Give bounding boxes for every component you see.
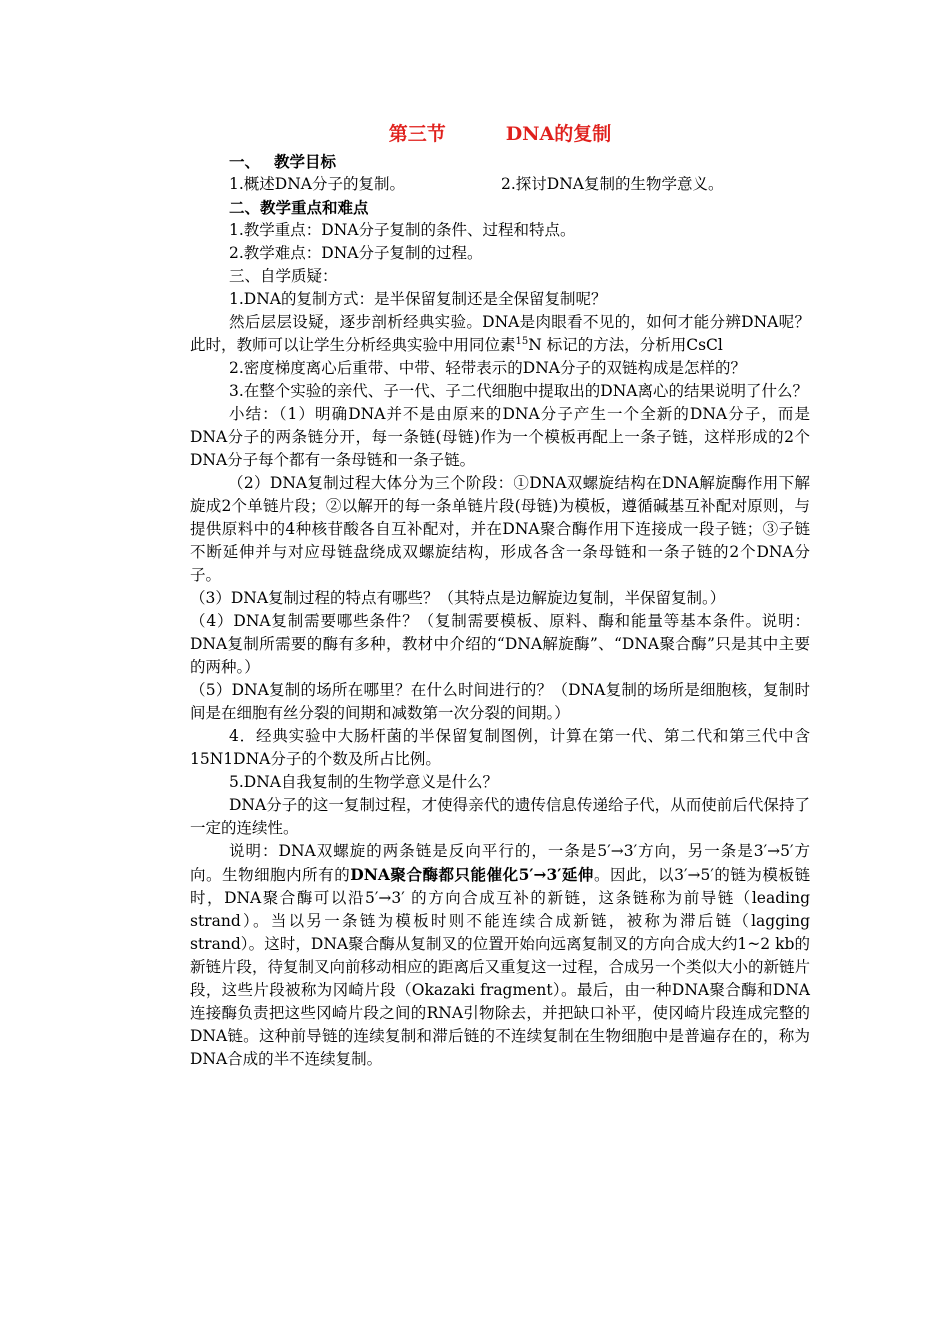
heading-key-points: 二、教学重点和难点 bbox=[229, 198, 369, 217]
summary-5: （5）DNA复制的场所在哪里？在什么时间进行的？（DNA复制的场所是细胞核，复制时间是在细胞有丝分裂的间期和减数第一次分裂的间期。） bbox=[190, 681, 810, 722]
page-title bbox=[190, 118, 810, 150]
question-5-answer: DNA分子的这一复制过程，才使得亲代的遗传信息传递给子代，从而使前后代保持了一定的连续性。 bbox=[190, 796, 810, 837]
goals-row bbox=[190, 173, 810, 196]
question-2: 2.密度梯度离心后重带、中带、轻带表示的DNA分子的双链构成是怎样的？ bbox=[229, 359, 746, 377]
heading-goals-num: 一、 bbox=[229, 152, 261, 171]
difficult-point: 2.教学难点：DNA分子复制的过程。 bbox=[229, 244, 483, 262]
question-4: 4．经典实验中大肠杆菌的半保留复制图例，计算在第一代、第二代和第三代中含15N1DNA分子的个数及所占比例。 bbox=[190, 727, 810, 768]
summary-4: （4）DNA复制需要哪些条件？（复制需要模板、原料、酶和能量等基本条件。说明：DNA复制所需要的酶有多种，教材中介绍的“DNA解旋酶”、“DNA聚合酶”只是其中主要的两种。） bbox=[190, 612, 810, 676]
title-topic: DNA的复制 bbox=[505, 123, 612, 145]
note-bold-text: DNA聚合酶都只能催化5′→3′延伸 bbox=[350, 865, 594, 884]
goal-1: 1.概述DNA分子的复制。 bbox=[229, 175, 405, 193]
title-section: 第三节 bbox=[388, 123, 446, 145]
question-1-explanation bbox=[190, 311, 810, 357]
explanation-text-b: N 标记的方法，分析用CsCl bbox=[528, 336, 723, 354]
key-point: 1.教学重点：DNA分子复制的条件、过程和特点。 bbox=[229, 221, 576, 239]
isotope-superscript: 15 bbox=[515, 335, 529, 347]
note-text-b: 。因此，以3′→5′的链为模板链时，DNA聚合酶可以沿5′→3′ 的方向合成互补的新链，这条链称为前导链（leading strand）。当以另一条链为模板时则不能连续合成新链，被称为滞后链（lagging strand）。这时，DNA聚合酶从复制叉的位置开始向远离复制叉的方向合成大约1~2 kb的新链片段，待复制叉向前移动相应的距离后又重复这一过程，合成另一个类似大小的新链片段，这些片段被称为冈崎片段（Okazaki fragment）。最后，由一种DNA聚合酶和DNA连接酶负责把这些冈崎片段之间的RNA引物除去，并把缺口补平，使冈崎片段连成完整的DNA链。这种前导链的连续复制和滞后链的不连续复制在生物细胞中是普遍存在的，称为DNA合成的半不连续复制。 bbox=[190, 866, 811, 1068]
summary-2: （2）DNA复制过程大体分为三个阶段：①DNA双螺旋结构在DNA解旋酶作用下解旋成2个单链片段；②以解开的每一条单链片段(母链)为模板，遵循碱基互补配对原则，与提供原料中的4种核苷酸各自互补配对，并在DNA聚合酶作用下连接成一段子链；③子链不断延伸并与对应母链盘绕成双螺旋结构，形成各含一条母链和一条子链的2个DNA分子。 bbox=[190, 474, 810, 584]
question-3: 3.在整个实验的亲代、子一代、子二代细胞中提取出的DNA离心的结果说明了什么？ bbox=[229, 382, 808, 400]
note-text-a: 说明：DNA双螺旋的两条链是反向平行的，一条是5′→3′方向，另一条是3′→5′方向。生物细胞内所有的 bbox=[190, 842, 810, 884]
heading-self-study: 三、自学质疑： bbox=[229, 267, 338, 285]
heading-goals bbox=[190, 150, 810, 173]
note-paragraph bbox=[190, 840, 810, 1071]
heading-goals-text: 教学目标 bbox=[274, 152, 337, 171]
question-5: 5.DNA自我复制的生物学意义是什么？ bbox=[229, 773, 498, 791]
question-1: 1.DNA的复制方式：是半保留复制还是全保留复制呢？ bbox=[229, 290, 607, 308]
explanation-text-a: 然后层层设疑，逐步剖析经典实验。DNA是肉眼看不见的，如何才能分辨DNA呢？此时，教师可以让学生分析经典实验中用同位素 bbox=[190, 313, 810, 354]
goal-2: 2.探讨DNA复制的生物学意义。 bbox=[501, 175, 724, 193]
summary-1: 小结：（1）明确DNA并不是由原来的DNA分子产生一个全新的DNA分子，而是DNA分子的两条链分开，每一条链(母链)作为一个模板再配上一条子链，这样形成的2个DNA分子每个都有一条母链和一条子链。 bbox=[190, 405, 810, 469]
document-page bbox=[190, 118, 810, 1071]
summary-3: （3）DNA复制过程的特点有哪些？（其特点是边解旋边复制，半保留复制。） bbox=[190, 589, 726, 607]
